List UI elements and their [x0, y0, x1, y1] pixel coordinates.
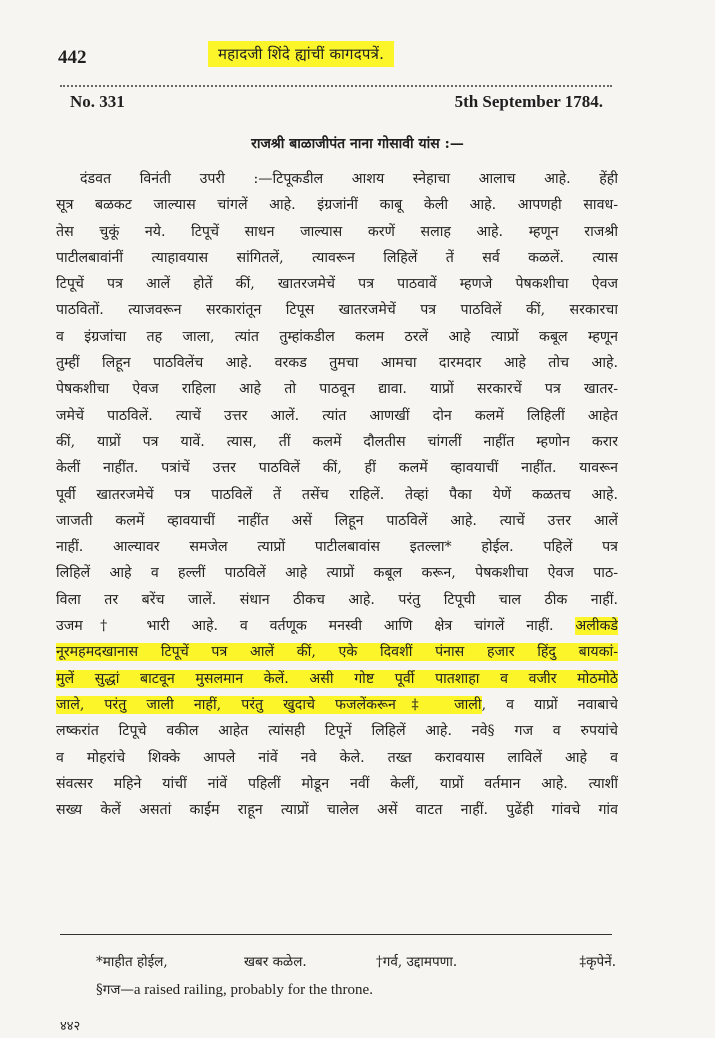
body-text-segment: संवत्सर महिने यांचीं नांवें पहिलीं मोडून नवीं केलीं, याप्रों वर्तमान आहे. त्याशीं	[56, 775, 618, 792]
footnote-item: *माहीत होईल,	[96, 954, 168, 970]
body-text-segment: कीं, याप्रों पत्र यावें. त्यास, तीं कलमें दौलतीस चांगलीं नाहींत म्हणोन करार	[56, 433, 618, 450]
body-line	[56, 718, 618, 744]
body-line	[56, 692, 618, 718]
body-line	[56, 403, 618, 429]
body-line	[56, 324, 618, 350]
body-text-segment: लिहिलें आहे व हल्लीं पाठविलें आहे त्याप्रों कबूल करून, पेषकशीचा ऐवज पाठ-	[56, 565, 618, 582]
body-text-segment: नाहीं. आल्यावर समजेल त्याप्रों पाटीलबावांस इतल्ला* होईल. पहिलें पत्र	[56, 539, 618, 556]
body-text-segment: तुम्हीं लिहून पाठविलेंच आहे. वरकड तुमचा आमचा दारमदार आहे तोच आहे.	[56, 355, 618, 372]
body-text-segment: व इंग्रजांचा तह जाला, त्यांत तुम्हांकडील कलम ठरलें आहे त्याप्रों कबूल म्हणून	[56, 328, 618, 345]
body-line	[56, 271, 618, 297]
body-line	[56, 771, 618, 797]
body-line	[56, 429, 618, 455]
body-line	[56, 219, 618, 245]
letter-number: No. 331	[70, 92, 125, 111]
running-head-text: महादजी शिंदे ह्यांचीं कागदपत्रें.	[208, 41, 394, 67]
footnote-divider	[60, 934, 612, 935]
header-divider	[60, 85, 612, 87]
highlighted-text: अलीकडे	[575, 618, 618, 635]
footnote-row	[96, 948, 616, 976]
footnote-item: ‡कृपेनें.	[579, 954, 616, 970]
body-text-segment: , व याप्रों नवाबाचे	[481, 696, 618, 713]
body-line	[56, 350, 618, 376]
body-line	[56, 639, 618, 665]
highlighted-text: नूरमहमदखानास टिपूचें पत्र आलें कीं, एके दिवशीं पंनास हजार हिंदु बायकां-	[56, 644, 618, 661]
body-text-segment: तेस चुकूं नये. टिपूचें साधन जाल्यास करणें सलाह आहे. म्हणून राजश्री	[56, 223, 618, 240]
body-line	[56, 613, 618, 639]
footnote-item: †गर्व, उद्दामपणा.	[376, 954, 458, 970]
body-line	[56, 455, 618, 481]
footnote-row	[96, 976, 616, 1004]
highlighted-text: जाले, परंतु जाली नाहीं, परंतु खुदाचे फजलेंकरून‡ जाली	[56, 696, 482, 713]
body-text-segment: जाजती कलमें व्हावयाचीं नाहींत असें लिहून पाठविलें आहे. त्याचें उत्तर आलें	[56, 512, 618, 529]
body-line	[56, 482, 618, 508]
body-text-segment: पेषकशीचा ऐवज राहिला आहे तो पाठवून द्यावा. याप्रों सरकारचें पत्र खातर-	[56, 381, 618, 398]
letter-salutation: राजश्री बाळाजीपंत नाना गोसावी यांस :—	[251, 136, 464, 152]
footnotes	[96, 948, 616, 1004]
footnote-item: खबर कळेल.	[244, 954, 307, 970]
body-text-segment: पूर्वी खातरजमेचें पत्र पाठविलें तें तसेंच राहिलें. तेव्हां पैका येणें कळतच आहे.	[56, 486, 618, 503]
body-line	[56, 560, 618, 586]
body-text-segment: सूत्र बळकट जाल्यास चांगलें आहे. इंग्रजांनीं काबू केली आहे. आपणही सावध-	[56, 197, 618, 214]
body-line	[56, 166, 618, 192]
body-text-segment: विला तर बरेंच जालें. संधान ठीकच आहे. परंतु टिपूची चाल ठीक नाहीं.	[56, 591, 618, 608]
footnote-marker: §गज—	[96, 982, 134, 998]
page-number: 442	[58, 47, 87, 68]
body-text-segment: केलीं नाहींत. पत्रांचें उत्तर पाठविलें कीं, हीं कलमें व्हावयाचीं नाहींत. यावरून	[56, 460, 618, 477]
body-text-segment: उजम† भारी आहे. व वर्तणूक मनस्वी आणि क्षेत्र चांगलें नाहीं.	[56, 618, 576, 635]
body-text-segment: पाठवितों. त्याजवरून सरकारांतून टिपूस खातरजमेचें पत्र पाठविलें कीं, सरकारचा	[56, 302, 618, 319]
body-text-segment: जमेचें पाठविलें. त्याचें उत्तर आलें. त्यांत आणखीं दोन कलमें लिहिलीं आहेत	[56, 407, 618, 424]
body-text-segment: टिपूचें पत्र आलें होतें कीं, खातरजमेचें पत्र पाठवावें म्हणजे पेषकशीचा ऐवज	[56, 276, 618, 293]
footnote-text: a raised railing, probably for the throne.	[133, 982, 373, 998]
body-line	[56, 376, 618, 402]
body-line	[56, 297, 618, 323]
letter-body	[56, 166, 618, 823]
body-line	[56, 192, 618, 218]
letter-date: 5th September 1784.	[454, 92, 603, 111]
body-text-segment: लष्करांत टिपूचे वकील आहेत त्यांसही टिपूनें लिहिलें आहे. नवे§ गज व रुपयांचे	[56, 723, 618, 740]
body-line	[56, 666, 618, 692]
body-line	[56, 797, 618, 823]
body-text-segment: पाटीलबावांनीं त्याहावयास सांगितलें, त्यावरून लिहिलें तें सर्व कळलें. त्यास	[56, 249, 618, 266]
highlighted-text: मुलें सुद्धां बाटवून मुसलमान केलें. असी गोष्ट पूर्वी पातशाहा व वजीर मोठमोठे	[56, 670, 618, 687]
body-line	[56, 587, 618, 613]
body-text-segment: व मोहरांचे शिक्के आपले नांवें नवे केले. तख्त करावयास लाविलें आहे व	[56, 749, 618, 766]
body-line	[56, 508, 618, 534]
running-head	[208, 44, 394, 64]
bottom-page-mark: ४४२	[60, 1020, 81, 1034]
body-line	[56, 745, 618, 771]
body-line	[56, 534, 618, 560]
body-text-segment: दंडवत विनंती उपरी :—टिपूकडील आशय स्नेहाचा आलाच आहे. हेंही	[80, 171, 618, 187]
body-text-segment: सख्य केलें असतां काईम राहून त्याप्रों चालेल असें वाटत नाहीं. पुढेंही गांवचे गांव	[56, 802, 618, 819]
body-line	[56, 245, 618, 271]
